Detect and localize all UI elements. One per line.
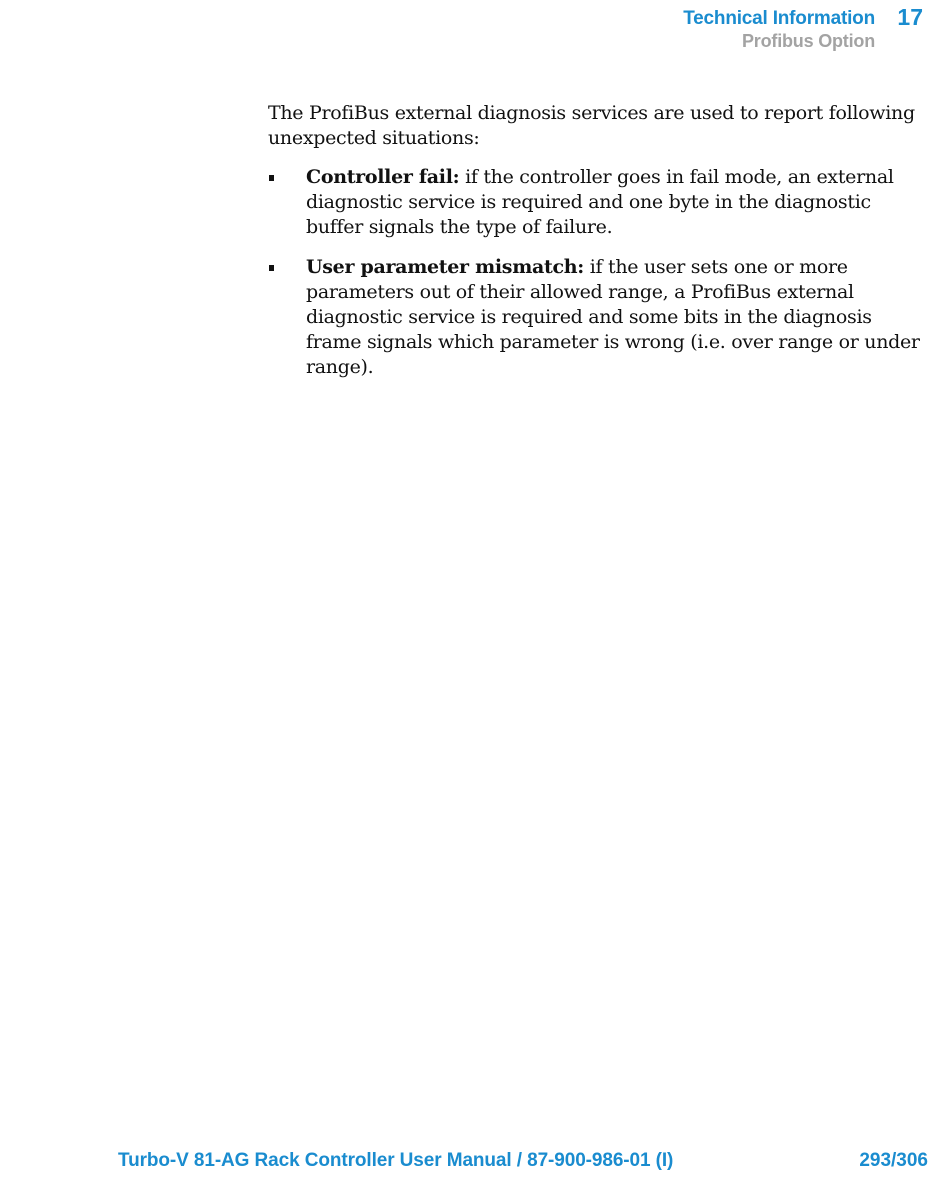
- header-subtitle: Profibus Option: [742, 31, 875, 51]
- chapter-number: 17: [897, 4, 923, 30]
- footer-manual-title: Turbo-V 81-AG Rack Controller User Manual / 87-900-986-01 (I): [118, 1150, 674, 1171]
- bullet-square-icon: [269, 265, 274, 271]
- list-item: [268, 255, 930, 380]
- bullet-term: User parameter mismatch:: [306, 256, 584, 278]
- footer-page-number: 293/306: [859, 1150, 928, 1171]
- bullet-list: [268, 165, 930, 380]
- page-content: [268, 101, 930, 395]
- intro-paragraph: The ProfiBus external diagnosis services are used to report following unexpected situations:: [268, 102, 915, 149]
- bullet-square-icon: [269, 175, 274, 181]
- bullet-text: if the controller goes in fail mode, an external diagnostic service is required and one byte in the diagnostic buffer signals the type of failure.: [306, 166, 894, 238]
- list-item: [268, 165, 930, 240]
- bullet-text: if the user sets one or more parameters out of their allowed range, a ProfiBus external diagnostic service is required and some bits in the diagnosis frame signals which parameter is wrong (i.e. over range or under range).: [306, 256, 920, 378]
- bullet-term: Controller fail:: [306, 166, 460, 188]
- header-title: Technical Information: [683, 8, 875, 29]
